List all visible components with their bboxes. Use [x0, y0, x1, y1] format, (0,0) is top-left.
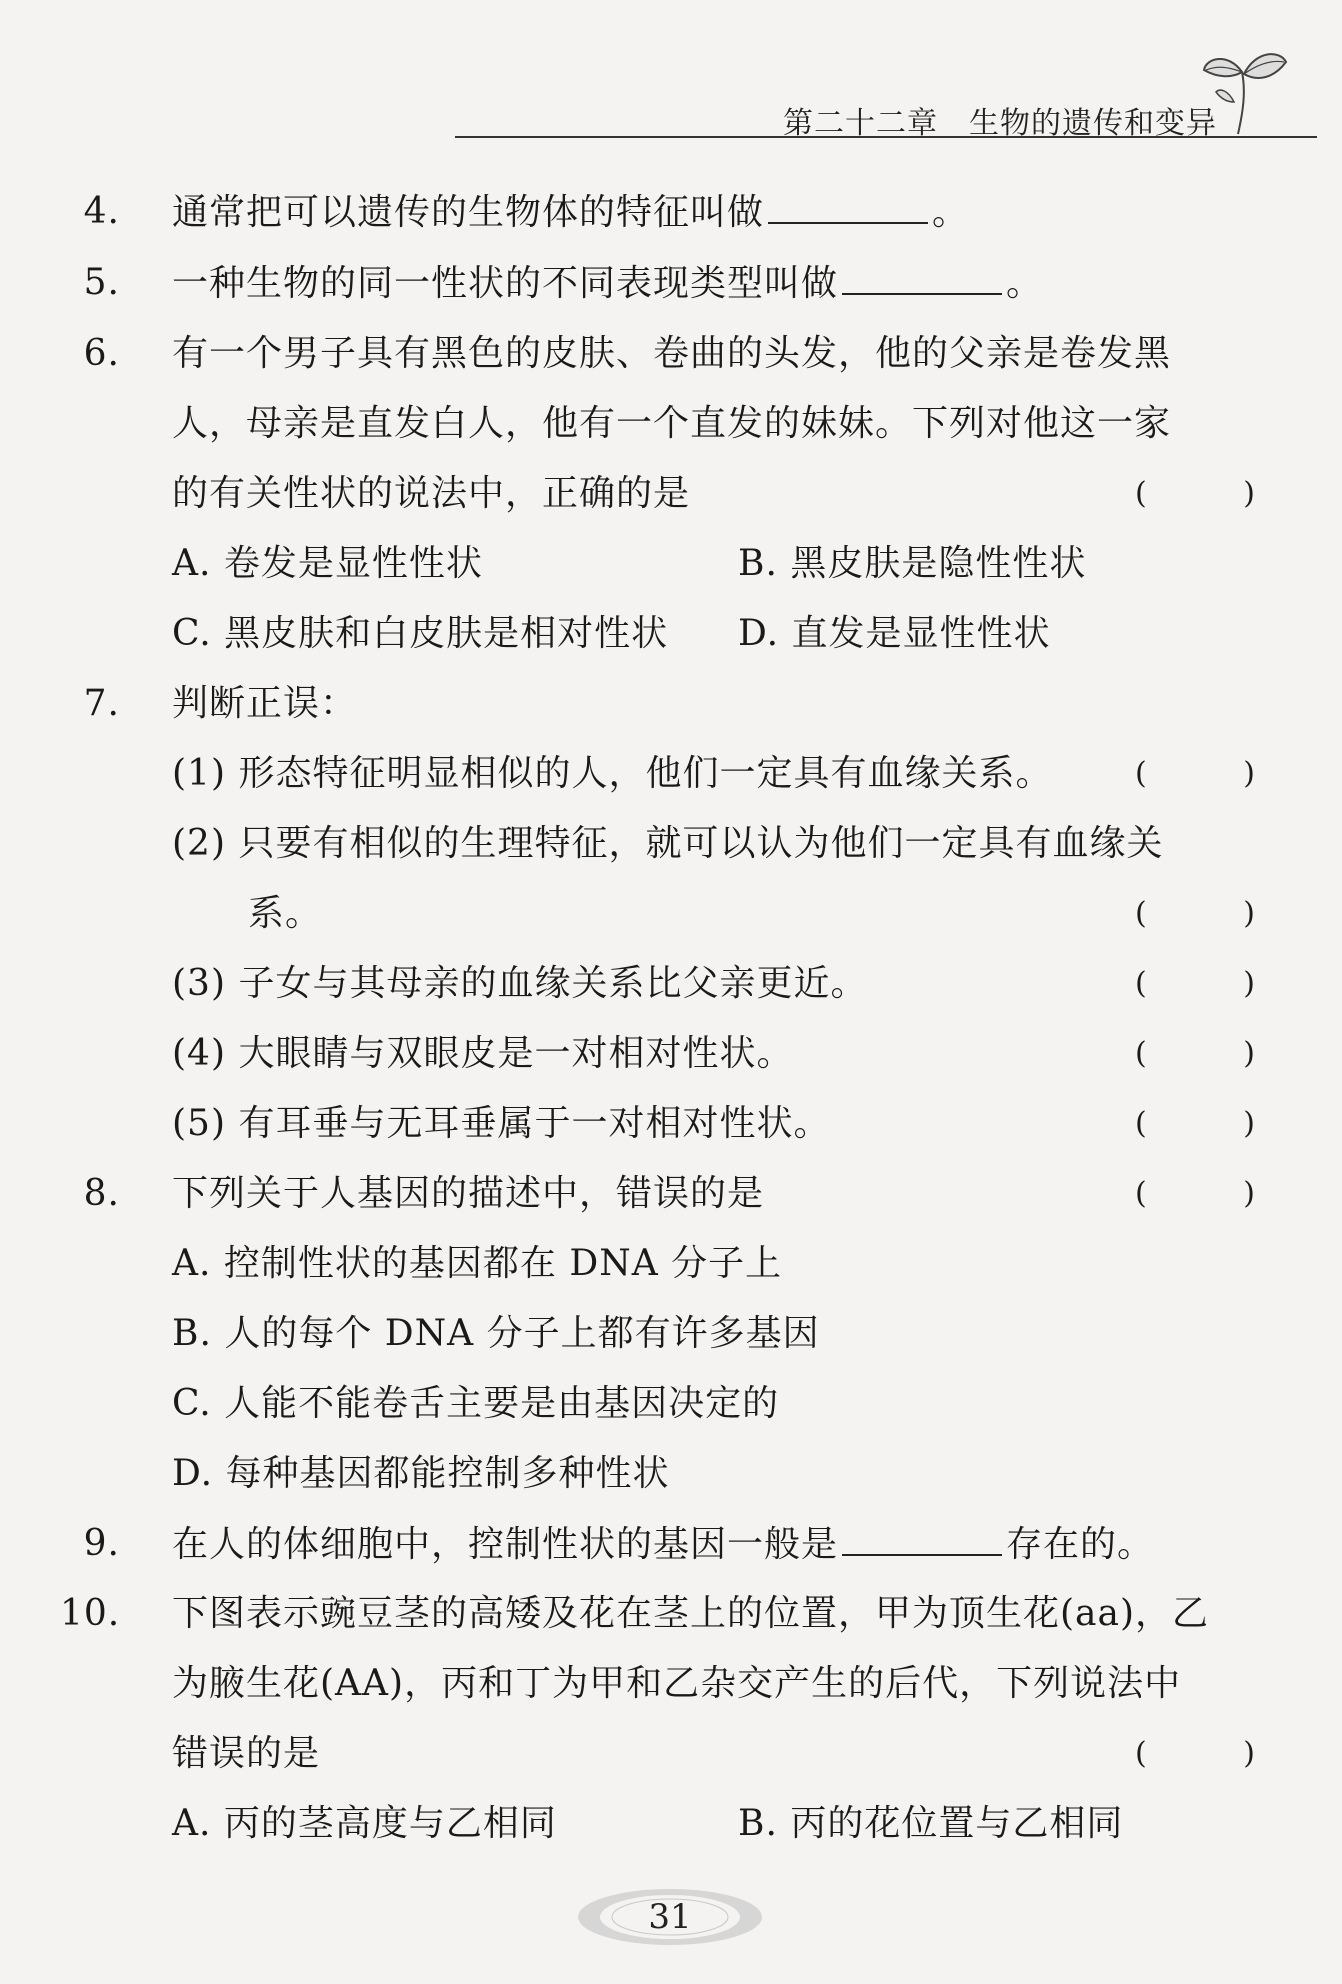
answer-parentheses[interactable]: ( ): [1135, 476, 1255, 511]
question-number: 6.: [83, 333, 120, 374]
option-a[interactable]: A. 丙的茎高度与乙相同: [172, 1803, 557, 1844]
page-number-badge: [575, 1886, 765, 1948]
judgement-item: (2) 只要有相似的生理特征，就可以认为他们一定具有血缘关: [172, 823, 1164, 864]
option-d[interactable]: D. 直发是显性性状: [738, 613, 1051, 654]
question-text-line: 有一个男子具有黑色的皮肤、卷曲的头发，他的父亲是卷发黑: [172, 333, 1172, 374]
question-text-line: 下图表示豌豆茎的高矮及花在茎上的位置，甲为顶生花(aa)，乙: [172, 1593, 1210, 1634]
option-a[interactable]: A. 控制性状的基因都在 DNA 分子上: [172, 1243, 783, 1284]
judgement-item: (3) 子女与其母亲的血缘关系比父亲更近。: [172, 963, 868, 1004]
question-text: 在人的体细胞中，控制性状的基因一般是 存在的。: [172, 1524, 1155, 1565]
judgement-item: (4) 大眼睛与双眼皮是一对相对性状。: [172, 1033, 794, 1074]
judgement-item-continuation: 系。: [248, 893, 323, 934]
question-number: 9.: [83, 1523, 120, 1564]
option-a[interactable]: A. 卷发是显性性状: [172, 543, 483, 584]
option-c[interactable]: C. 人能不能卷舌主要是由基因决定的: [172, 1383, 780, 1424]
answer-parentheses[interactable]: ( ): [1135, 1106, 1255, 1141]
question-text: 下列关于人基因的描述中，错误的是: [172, 1173, 765, 1214]
question-text: 一种生物的同一性状的不同表现类型叫做 。: [172, 263, 1044, 304]
judgement-item: (5) 有耳垂与无耳垂属于一对相对性状。: [172, 1103, 831, 1144]
answer-parentheses[interactable]: ( ): [1135, 1736, 1255, 1771]
question-number: 8.: [83, 1173, 120, 1214]
answer-parentheses[interactable]: ( ): [1135, 966, 1255, 1001]
page-number: 31: [648, 1897, 692, 1937]
answer-parentheses[interactable]: ( ): [1135, 756, 1255, 791]
option-d[interactable]: D. 每种基因都能控制多种性状: [172, 1453, 670, 1494]
question-number: 10.: [60, 1593, 121, 1634]
answer-blank[interactable]: [842, 1524, 1002, 1556]
option-b[interactable]: B. 黑皮肤是隐性性状: [738, 543, 1087, 584]
page-header: [455, 94, 1317, 141]
answer-parentheses[interactable]: ( ): [1135, 1036, 1255, 1071]
question-text-line: 错误的是: [172, 1733, 321, 1774]
question-number: 5.: [83, 262, 120, 303]
question-text-line: 为腋生花(AA)，丙和丁为甲和乙杂交产生的后代，下列说法中: [172, 1663, 1182, 1704]
question-text-line: 人，母亲是直发白人，他有一个直发的妹妹。下列对他这一家: [172, 403, 1172, 444]
option-b[interactable]: B. 丙的花位置与乙相同: [738, 1803, 1124, 1844]
answer-parentheses[interactable]: ( ): [1135, 1176, 1255, 1211]
answer-blank[interactable]: [842, 263, 1002, 295]
option-b[interactable]: B. 人的每个 DNA 分子上都有许多基因: [172, 1313, 820, 1354]
sprout-leaf-icon: [1198, 42, 1293, 137]
question-title: 判断正误：: [172, 683, 358, 724]
header-rule: [455, 136, 1317, 138]
question-text-line: 的有关性状的说法中，正确的是: [172, 473, 691, 514]
answer-parentheses[interactable]: ( ): [1135, 896, 1255, 931]
question-number: 7.: [83, 683, 120, 724]
question-text: 通常把可以遗传的生物体的特征叫做 。: [172, 192, 970, 233]
chapter-title: 第二十二章 生物的遗传和变异: [783, 106, 1217, 141]
question-number: 4.: [83, 191, 120, 232]
judgement-item: (1) 形态特征明显相似的人，他们一定具有血缘关系。: [172, 753, 1053, 794]
option-c[interactable]: C. 黑皮肤和白皮肤是相对性状: [172, 613, 669, 654]
answer-blank[interactable]: [768, 192, 928, 224]
